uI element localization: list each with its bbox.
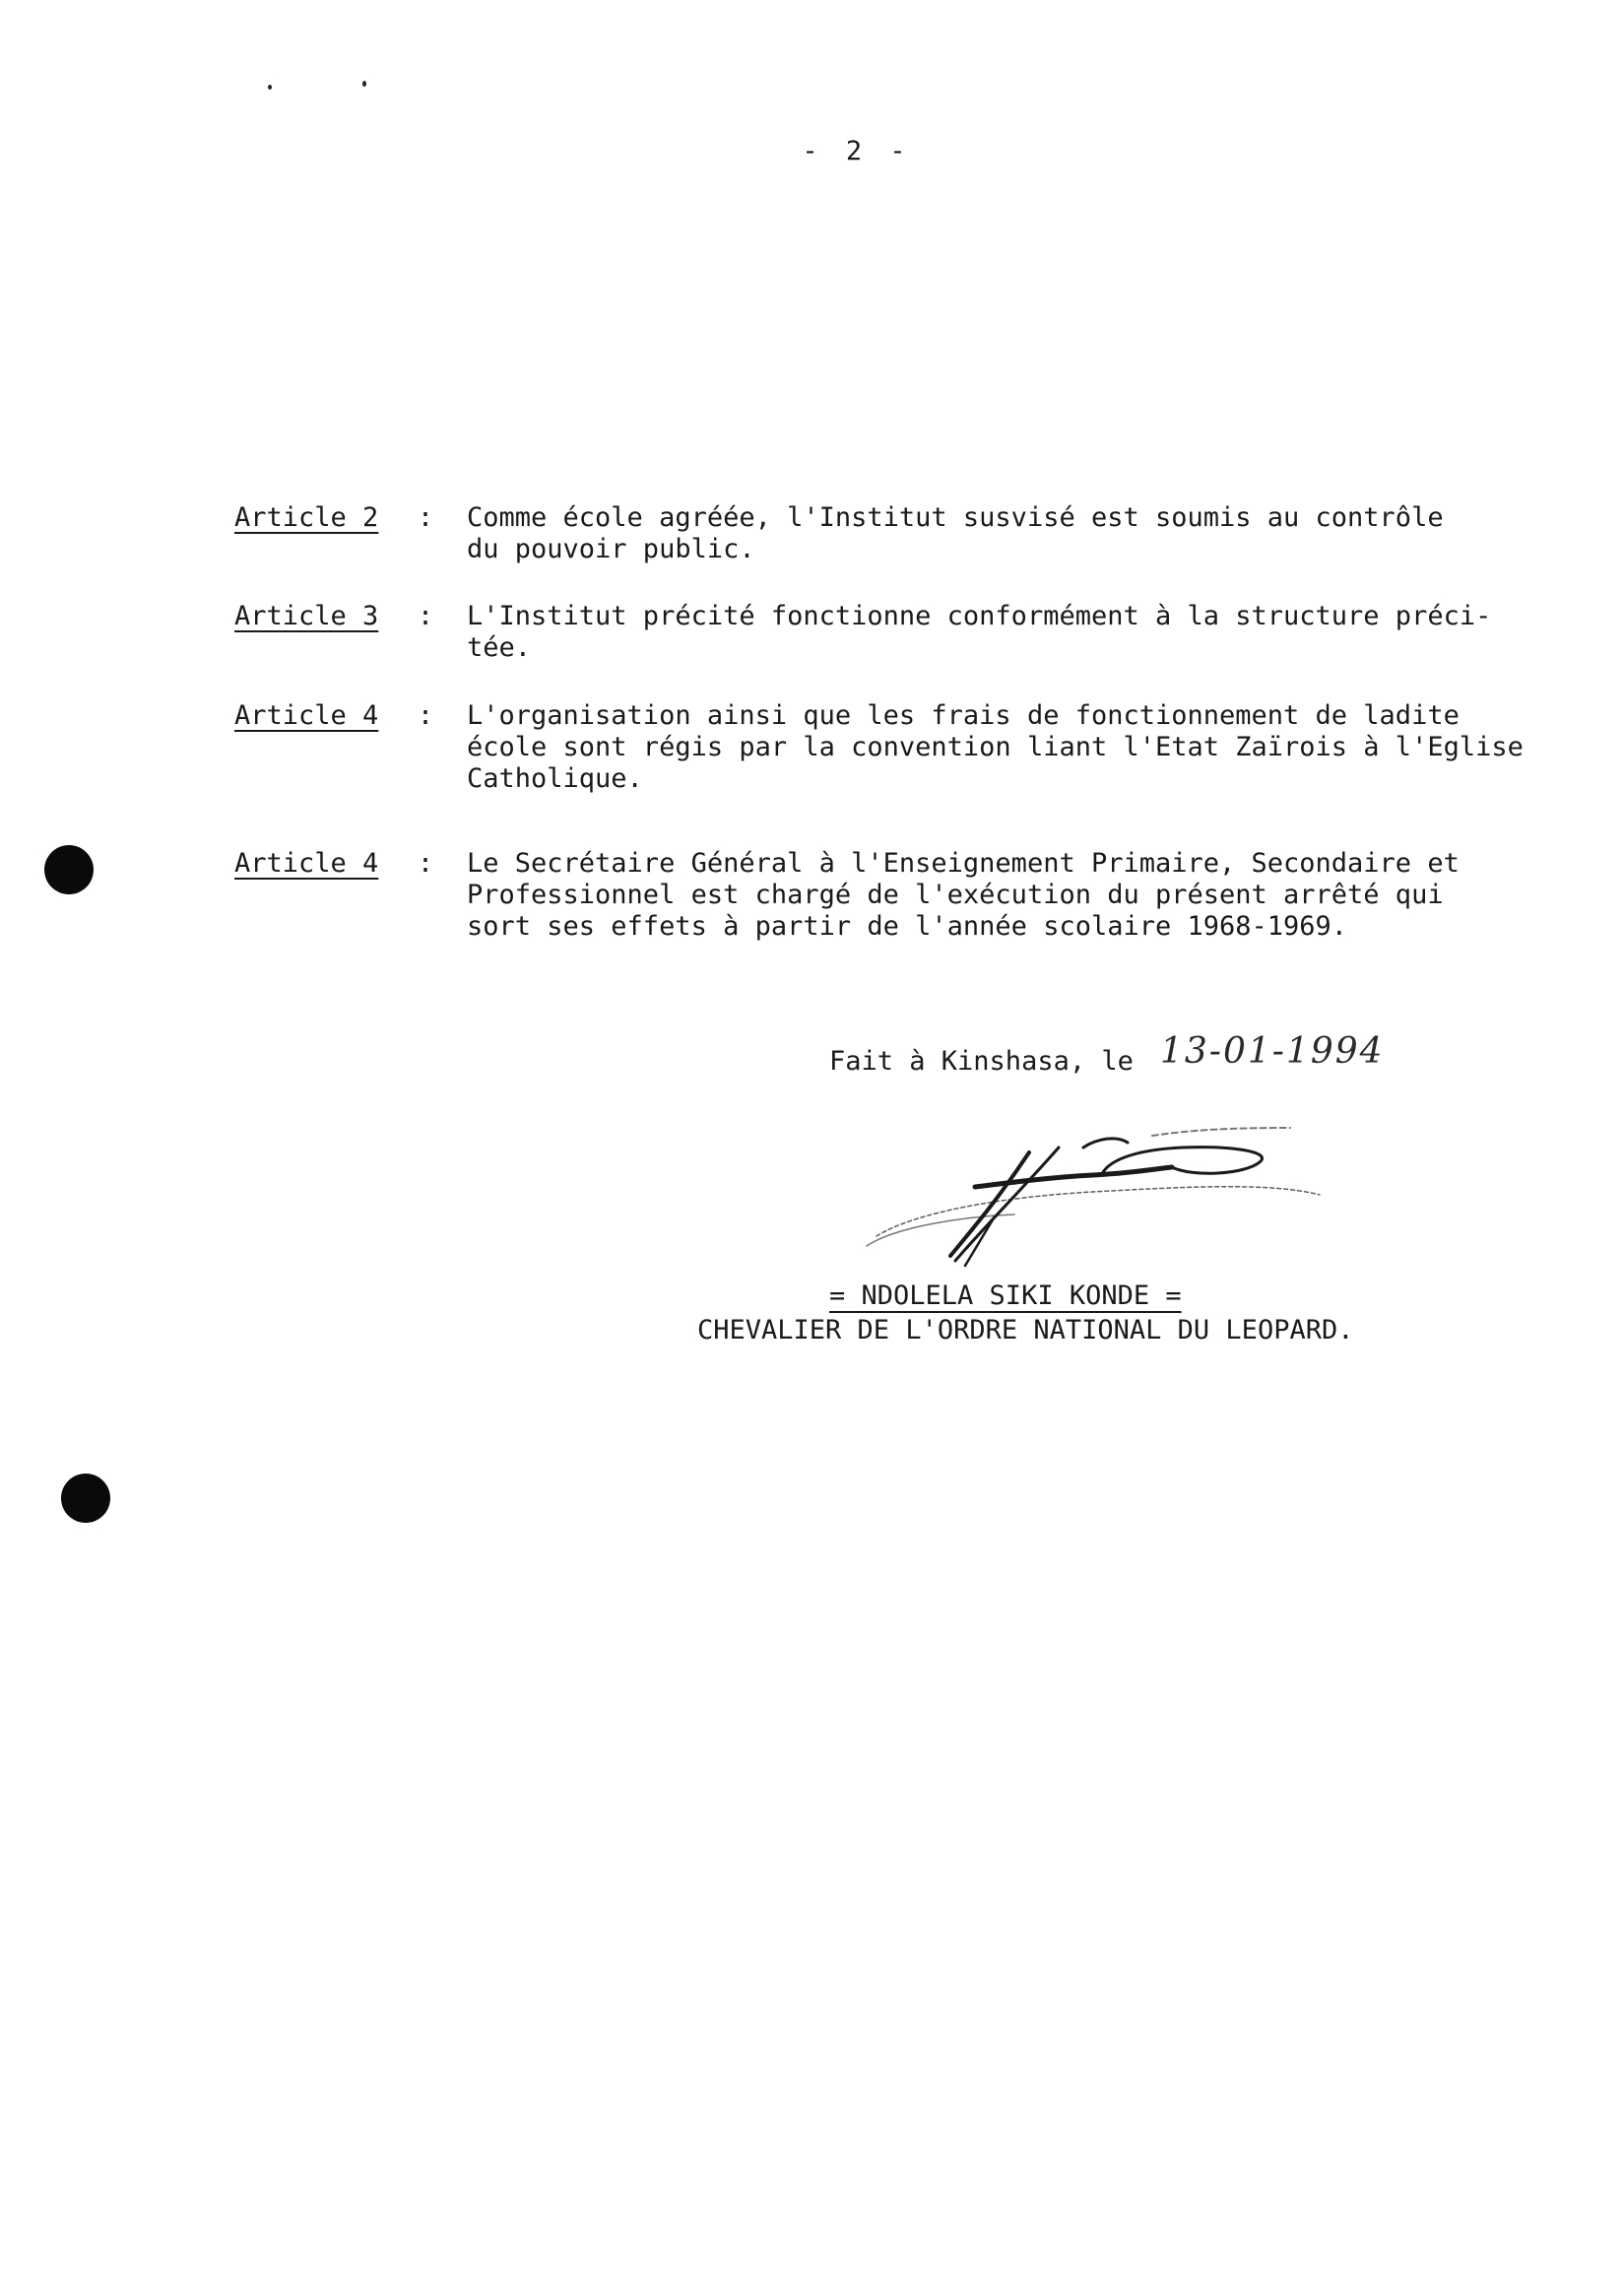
- scan-speck: [362, 81, 366, 87]
- article-text-line: du pouvoir public.: [467, 534, 755, 564]
- place-and-date-label: Fait à Kinshasa, le: [829, 1046, 1134, 1077]
- scan-speck: [268, 85, 272, 90]
- article-separator: :: [417, 502, 434, 533]
- article-text-line: L'organisation ainsi que les frais de fonctionnement de ladite: [467, 700, 1460, 731]
- handwritten-signature: [857, 1088, 1408, 1285]
- punch-hole-top: [44, 845, 94, 894]
- article-text-line: école sont régis par la convention liant l'Etat Zaïrois à l'Eglise: [467, 732, 1524, 762]
- article-text-line: Professionnel est chargé de l'exécution du présent arrêté qui: [467, 880, 1444, 910]
- article-text: [467, 700, 1570, 795]
- article-label: Article 4: [234, 848, 379, 879]
- article-label: Article 2: [234, 502, 379, 533]
- article-text: [467, 848, 1570, 943]
- page-number: - 2 -: [802, 136, 912, 166]
- article-block: [234, 601, 1593, 664]
- article-block: [234, 848, 1593, 943]
- article-label: Article 3: [234, 601, 379, 631]
- article-separator: :: [417, 848, 434, 879]
- article-text-line: Catholique.: [467, 763, 643, 794]
- article-text-line: Le Secrétaire Général à l'Enseignement Primaire, Secondaire et: [467, 848, 1460, 879]
- article-text: [467, 502, 1570, 565]
- article-text-line: L'Institut précité fonctionne conformément à la structure préci-: [467, 601, 1492, 631]
- signatory-name: = NDOLELA SIKI KONDE =: [829, 1280, 1182, 1311]
- article-block: [234, 502, 1593, 565]
- handwritten-date: 13-01-1994: [1160, 1031, 1385, 1072]
- signatory-title: CHEVALIER DE L'ORDRE NATIONAL DU LEOPARD.: [697, 1315, 1354, 1345]
- article-text-line: sort ses effets à partir de l'année scolaire 1968-1969.: [467, 911, 1348, 942]
- article-text-line: Comme école agréée, l'Institut susvisé est soumis au contrôle: [467, 502, 1444, 533]
- article-label: Article 4: [234, 700, 379, 731]
- article-separator: :: [417, 700, 434, 731]
- article-separator: :: [417, 601, 434, 631]
- article-block: [234, 700, 1593, 795]
- article-text-line: tée.: [467, 632, 532, 663]
- article-text: [467, 601, 1570, 664]
- punch-hole-bottom: [61, 1474, 110, 1523]
